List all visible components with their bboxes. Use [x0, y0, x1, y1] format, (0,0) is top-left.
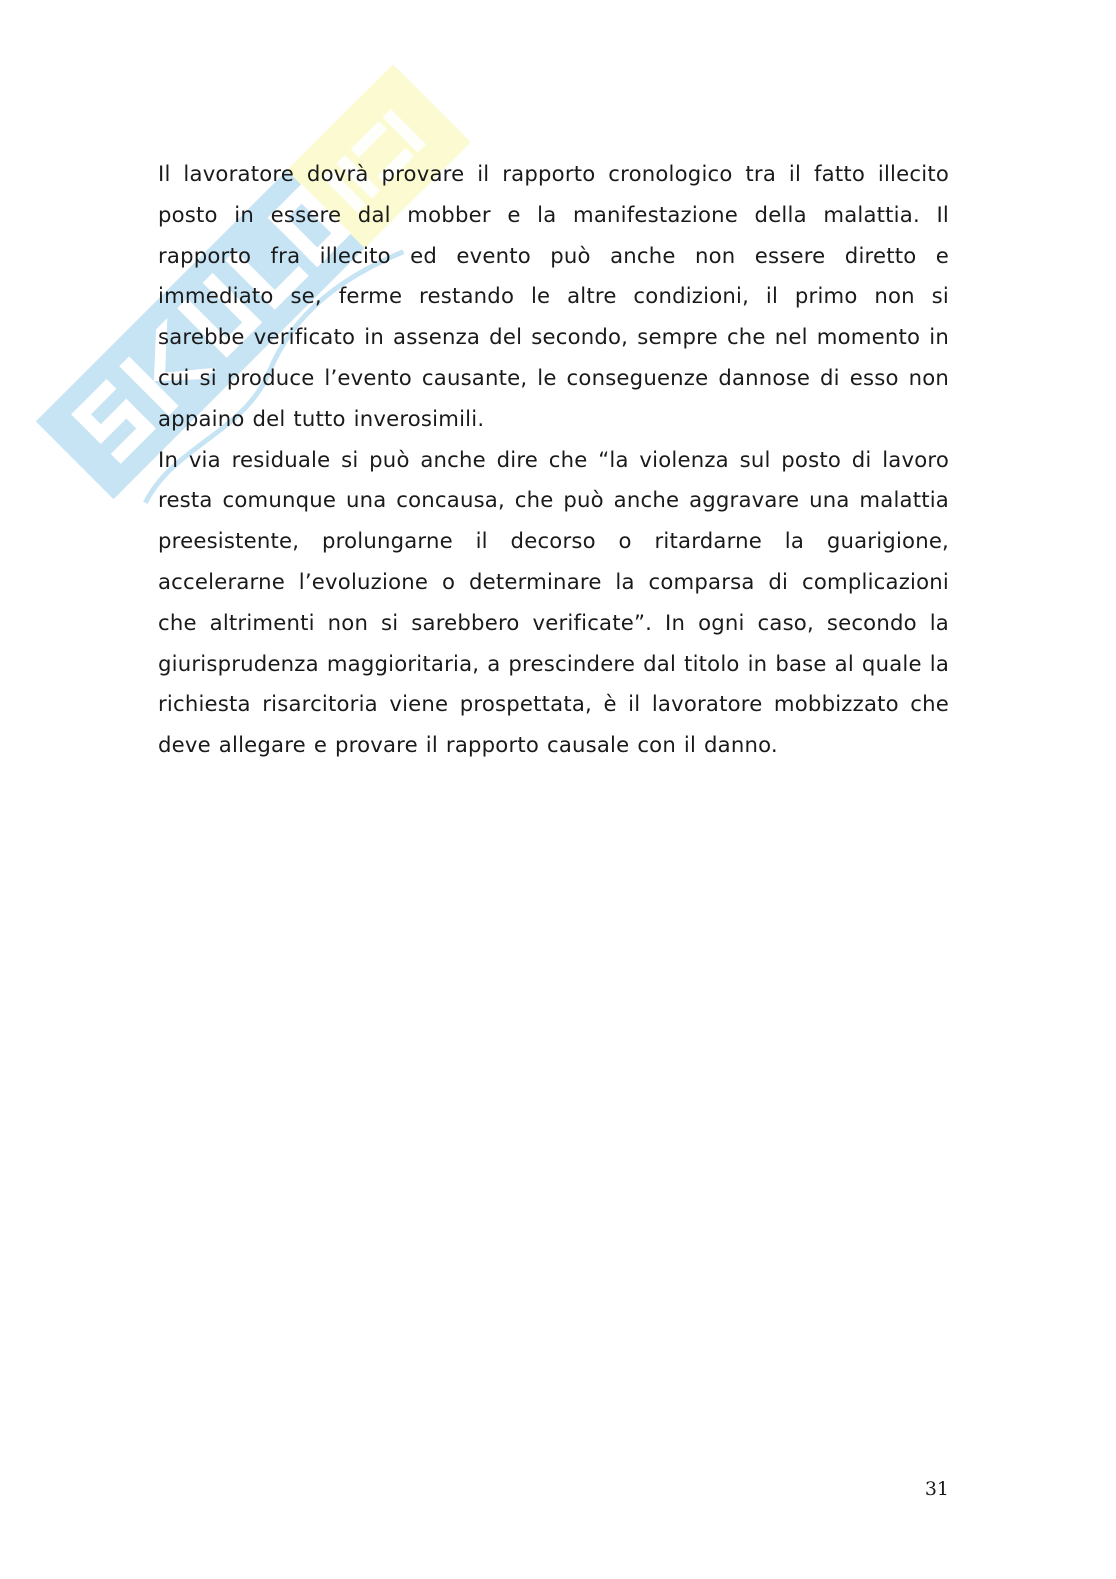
- page-number: 31: [924, 1478, 949, 1500]
- paragraph-1: Il lavoratore dovrà provare il rapporto cronologico tra il fatto illecito posto in essere dal mobber e la manifestazione della malattia. Il rapporto fra illecito ed evento può anche non essere diretto e immediato se, ferme restando le altre condizioni, il primo non si sarebbe verificato in assenza del secondo, sempre che nel momento in cui si produce l’evento causante, le conseguenze dannose di esso non appaino del tutto inverosimili.: [158, 161, 949, 431]
- document-body: [158, 154, 949, 766]
- paragraph-2: In via residuale si può anche dire che “la violenza sul posto di lavoro resta comunque una concausa, che può anche aggravare una malattia preesistente, prolungarne il decorso o ritardarne la guarigione, accelerarne l’evoluzione o determinare la comparsa di complicazioni che altrimenti non si sarebbero verificate”. In ogni caso, secondo la giurisprudenza maggioritaria, a prescindere dal titolo in base al quale la richiesta risarcitoria viene prospettata, è il lavoratore mobbizzato che deve allegare e provare il rapporto causale con il danno.: [158, 446, 949, 758]
